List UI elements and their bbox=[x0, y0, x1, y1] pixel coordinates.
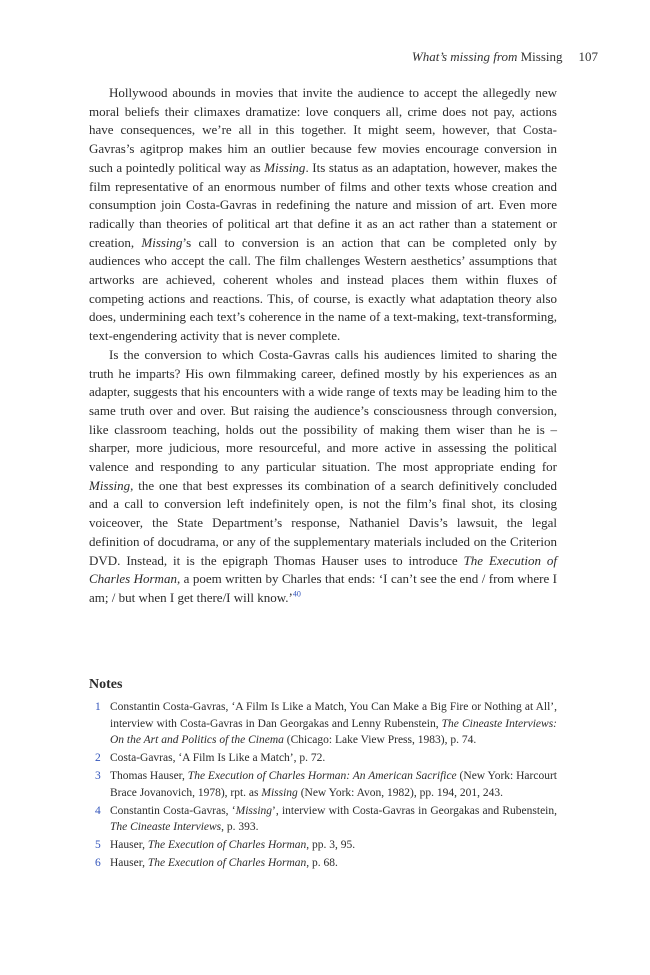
notes-heading: Notes bbox=[89, 677, 123, 692]
paragraph-2 bbox=[89, 346, 557, 608]
text-run: , pp. 3, 95. bbox=[306, 839, 356, 851]
running-head-title-italic: What’s missing from bbox=[411, 49, 521, 64]
text-run: Is the conversion to which Costa-Gavras calls his audiences limited to sharing the truth he imparts? His own filmmaking career, defined mostly by his experiences as an adapter, suggests that his encounters with a wide range of texts may be leading him to the same truth over and over. But raising the audience’s consciousness through conversion, like classroom teaching, holds out the possibility of making them wiser than he is – sharper, more judicious, more resourceful, and more active in assessing the political valence and responding to any particular situation. The most appropriate ending for bbox=[89, 346, 557, 475]
text-run: (New York: Harcourt Brace Jovanovich, 1978), rpt. as bbox=[110, 770, 557, 799]
italic-title: Missing bbox=[264, 159, 306, 175]
text-run: ’s call to conversion is an action that can be completed only by audiences who accept the call. The film challenges Western aesthetics’ assumptions that artworks are achieved, coherent wholes and instead places them within fluxes of competing actions and reactions. This, of course, is exactly what adaptation theory also does, undermining each text’s coherence in the name of a text-making, text-transforming, text-engendering activity that is never complete. bbox=[89, 234, 557, 344]
text-run: ’, interview with Costa-Gavras in Georgakas and Rubenstein, bbox=[272, 804, 557, 817]
text-run: Costa-Gavras, ‘A Film Is Like a Match’, p. 72. bbox=[110, 752, 326, 764]
note-item bbox=[89, 855, 557, 872]
body-text bbox=[89, 84, 557, 608]
text-run: , p. 393. bbox=[221, 821, 259, 833]
notes-list bbox=[89, 699, 557, 873]
note-text bbox=[110, 752, 325, 764]
note-text bbox=[110, 839, 355, 851]
note-text bbox=[110, 770, 557, 799]
note-number[interactable]: 4 bbox=[95, 804, 101, 817]
note-item bbox=[89, 803, 557, 836]
note-number[interactable]: 6 bbox=[95, 857, 101, 869]
text-run: Constantin Costa-Gavras, ‘ bbox=[110, 804, 236, 817]
text-run: Hauser, bbox=[110, 839, 148, 851]
note-item bbox=[89, 750, 557, 767]
page-number: 107 bbox=[578, 49, 598, 64]
running-head-title-plain: Missing bbox=[520, 49, 563, 64]
text-run: , p. 68. bbox=[306, 857, 338, 869]
note-number[interactable]: 1 bbox=[95, 701, 101, 713]
italic-title: Missing bbox=[235, 804, 273, 817]
italic-title: Missing bbox=[141, 234, 183, 250]
note-number[interactable]: 3 bbox=[95, 770, 101, 782]
note-number[interactable]: 2 bbox=[95, 752, 101, 764]
italic-title: The Cineaste Interviews bbox=[110, 821, 222, 833]
footnote-reference[interactable]: 40 bbox=[292, 589, 301, 599]
text-run: Hauser, bbox=[110, 857, 148, 869]
text-run: , the one that best expresses its combination of a search definitively concluded and a call to conversion left indefinitely open, is not the film’s final shot, its closing voiceover, the State Department’s response, Nathaniel Davis’s lawsuit, the legal definition of docudrama, or any of the supplementary materials included on the Criterion DVD. Instead, it is the epigraph Thomas Hauser uses to introduce bbox=[89, 477, 557, 568]
note-item bbox=[89, 699, 557, 749]
text-run: (New York: Avon, 1982), pp. 194, 201, 243. bbox=[297, 786, 504, 799]
text-run: Thomas Hauser, bbox=[110, 770, 188, 782]
italic-title: The Execution of Charles Horman bbox=[147, 839, 307, 851]
note-text bbox=[110, 701, 557, 746]
italic-title: The Execution of Charles Horman: An American Sacrifice bbox=[187, 770, 457, 782]
note-item bbox=[89, 768, 557, 801]
text-run: . Its status as an adaptation, however, makes the film representative of an enormous number of films and other texts whose creation and consumption join Costa-Gavras in redefining the nature and mission of art. Even more radically than theories of political art that define it as an act rather than a statement or creation, bbox=[89, 159, 557, 250]
text-run: (Chicago: Lake View Press, 1983), p. 74. bbox=[283, 734, 477, 746]
italic-title: The Execution of Charles Horman bbox=[147, 857, 307, 869]
note-number[interactable]: 5 bbox=[95, 839, 101, 851]
italic-title: Missing bbox=[261, 786, 298, 799]
text-run: Hollywood abounds in movies that invite the audience to accept the allegedly new moral beliefs their climaxes dramatize: love conquers all, crime does not pay, actions have consequences, we’re all in this together. It might seem, however, that Costa-Gavras’s agitprop makes him an outlier because few movies encourage conversion in such a pointedly political way as bbox=[89, 85, 557, 175]
note-text bbox=[110, 805, 557, 834]
note-item bbox=[89, 837, 557, 854]
italic-title: The Cineaste Interviews: On the Art and Politics of the Cinema bbox=[110, 717, 557, 746]
italic-title: The Execution of Charles Horman bbox=[89, 552, 557, 587]
text-run: , a poem written by Charles that ends: ‘I can’t see the end / from where I am; / but when I get there/I will know.’ bbox=[89, 571, 557, 605]
text-run: Constantin Costa-Gavras, ‘A Film Is Like a Match, You Can Make a Big Fire or Nothing at All’, interview with Costa-Gavras in Dan Georgakas and Lenny Rubenstein, bbox=[110, 701, 557, 730]
note-text bbox=[110, 857, 338, 869]
paragraph-1 bbox=[89, 84, 557, 346]
running-head bbox=[412, 49, 598, 65]
italic-title: Missing bbox=[89, 477, 131, 493]
